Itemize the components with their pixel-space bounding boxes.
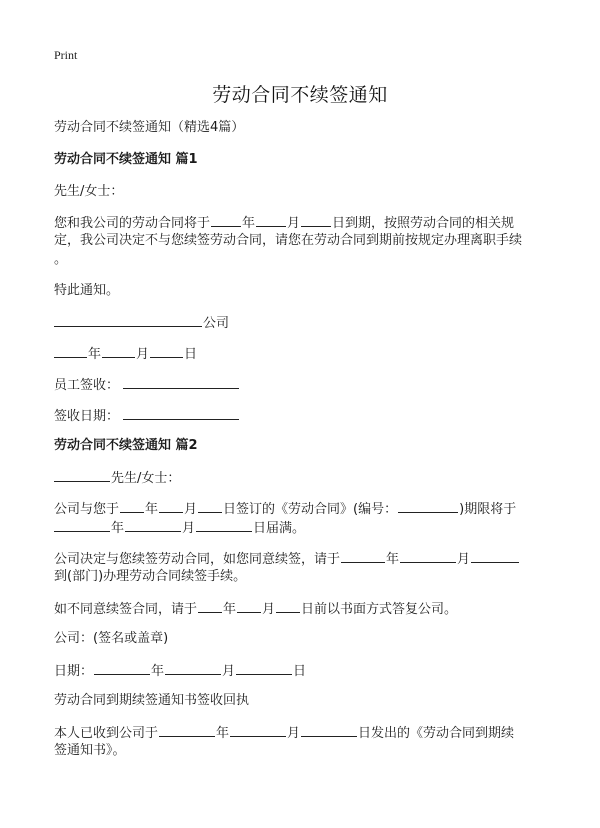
text: 月: [136, 347, 150, 362]
blank-year[interactable]: [159, 722, 215, 737]
section-1-paragraph-line-3: 。: [54, 252, 68, 267]
section-1-paragraph-line-1: [54, 212, 514, 233]
section-1-sign-date: [54, 405, 240, 426]
text: 年: [145, 502, 159, 517]
blank-month[interactable]: [165, 660, 221, 675]
text: 月: [262, 602, 276, 617]
text: 日发出的《劳动合同到期续: [358, 726, 515, 741]
section-1-employee-sign: [54, 374, 240, 395]
blank-sign-date[interactable]: [123, 405, 239, 420]
text: 月: [222, 664, 236, 679]
blank-year[interactable]: [54, 343, 87, 358]
text: 年: [151, 664, 165, 679]
section-2-paragraph-1-line-2: [54, 517, 305, 538]
text: 公司: [203, 316, 230, 331]
text: 日届满。: [253, 521, 306, 536]
text: 日到期，按照劳动合同的相关规: [332, 216, 515, 231]
blank-day[interactable]: [198, 498, 222, 513]
section-2-salutation: [54, 467, 180, 488]
section-2-paragraph-2-line-1: [54, 548, 520, 569]
section-1-date-line: [54, 343, 197, 364]
text: 月: [287, 726, 301, 741]
section-2-paragraph-1-line-1: [54, 498, 516, 519]
blank-year[interactable]: [120, 498, 144, 513]
blank-month[interactable]: [237, 598, 261, 613]
text: 年: [223, 602, 237, 617]
blank-month[interactable]: [102, 343, 135, 358]
text: 日期：: [54, 664, 94, 679]
text: 日签订的《劳动合同》(编号：: [223, 502, 398, 517]
blank-year[interactable]: [94, 660, 150, 675]
blank-day[interactable]: [471, 548, 519, 563]
blank-day[interactable]: [236, 660, 292, 675]
text: 月: [184, 502, 198, 517]
text: 月: [457, 552, 471, 567]
blank-company-name[interactable]: [54, 312, 202, 327]
receipt-title: 劳动合同到期续签通知书签收回执: [54, 693, 250, 708]
text: 日: [184, 347, 198, 362]
text: 公司决定与您续签劳动合同，如您同意续签，请于: [54, 552, 341, 567]
blank-day[interactable]: [301, 722, 357, 737]
text: 员工签收：: [54, 378, 120, 393]
blank-employee-signature[interactable]: [123, 374, 239, 389]
section-1-company-line: [54, 312, 229, 333]
text: )期限将于: [459, 502, 517, 517]
section-1-notice: 特此通知。: [54, 283, 120, 298]
section-1-heading: 劳动合同不续签通知 篇1: [54, 152, 198, 167]
section-2-date-line: [54, 660, 306, 681]
receipt-line-2: 签通知书》。: [54, 743, 126, 758]
text: 年: [216, 726, 230, 741]
section-1-paragraph-line-2: 定，我公司决定不与您续签劳动合同，请您在劳动合同到期前按规定办理离职手续: [54, 233, 523, 248]
blank-day[interactable]: [276, 598, 300, 613]
section-2-heading: 劳动合同不续签通知 篇2: [54, 438, 198, 453]
text: 年: [88, 347, 102, 362]
text: 公司与您于: [54, 502, 120, 517]
text: 年: [386, 552, 400, 567]
text: 签收日期：: [54, 409, 120, 424]
blank-day[interactable]: [301, 212, 331, 227]
text: 本人已收到公司于: [54, 726, 159, 741]
blank-month[interactable]: [230, 722, 286, 737]
blank-day[interactable]: [150, 343, 183, 358]
document-title: 劳动合同不续签通知: [212, 84, 388, 106]
section-2-paragraph-2-line-2: 到(部门)办理劳动合同续签手续。: [54, 569, 247, 584]
text: 您和我公司的劳动合同将于: [54, 216, 211, 231]
blank-year[interactable]: [341, 548, 385, 563]
blank-month[interactable]: [125, 517, 181, 532]
text: 月: [182, 521, 196, 536]
text: 如不同意续签合同，请于: [54, 602, 198, 617]
blank-month[interactable]: [256, 212, 286, 227]
blank-recipient-name[interactable]: [54, 467, 110, 482]
section-1-salutation: 先生/女士：: [54, 184, 124, 199]
blank-month[interactable]: [400, 548, 456, 563]
receipt-line-1: [54, 722, 514, 743]
blank-year[interactable]: [198, 598, 222, 613]
blank-month[interactable]: [159, 498, 183, 513]
blank-year[interactable]: [211, 212, 241, 227]
text: 先生/女士：: [111, 471, 181, 486]
blank-day[interactable]: [196, 517, 252, 532]
blank-year[interactable]: [54, 517, 110, 532]
blank-contract-number[interactable]: [398, 498, 458, 513]
print-label[interactable]: Print: [54, 48, 78, 62]
section-2-paragraph-3: [54, 598, 457, 619]
text: 年: [111, 521, 125, 536]
document-subtitle: 劳动合同不续签通知（精选4篇）: [54, 120, 245, 135]
section-2-company-sign: 公司：(签名或盖章): [54, 631, 169, 646]
text: 日前以书面方式答复公司。: [301, 602, 458, 617]
text: 年: [242, 216, 256, 231]
text: 月: [287, 216, 301, 231]
text: 日: [293, 664, 307, 679]
